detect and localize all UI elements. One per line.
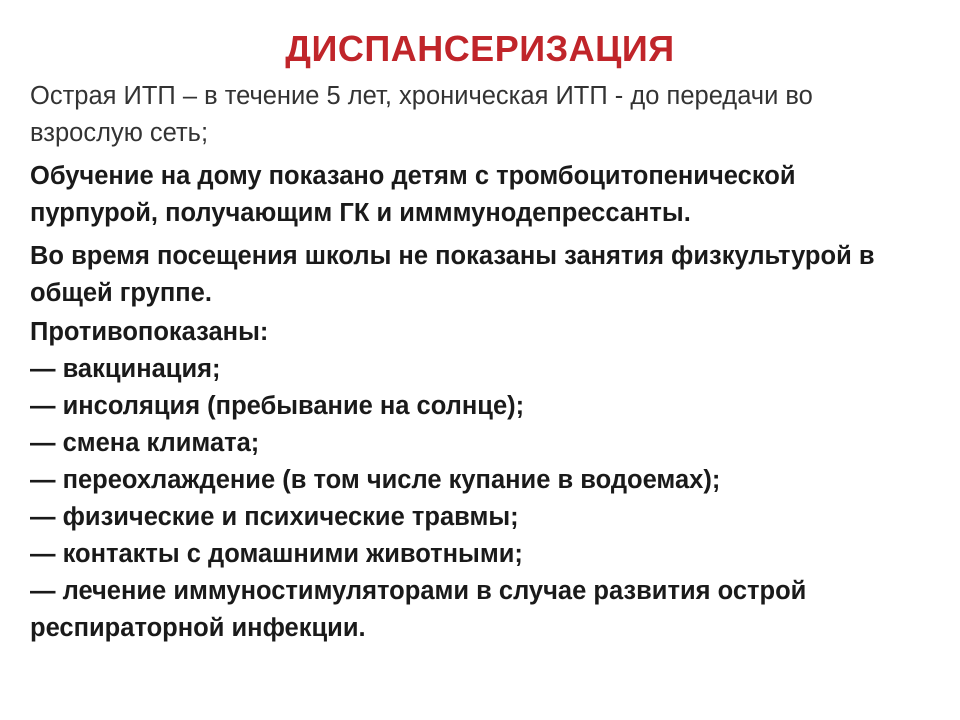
contraindication-line: — лечение иммуностимуляторами в случае развития острой	[30, 577, 807, 605]
contraindication-line: — инсоляция (пребывание на солнце);	[30, 392, 525, 420]
contraindication-item	[30, 536, 945, 573]
slide-body	[30, 78, 945, 647]
contraindication-item	[30, 425, 945, 462]
paragraph-line: Во время посещения школы не показаны занятия физкультурой в	[30, 242, 875, 270]
contraindication-item	[30, 388, 945, 425]
contraindication-line: — переохлаждение (в том числе купание в водоемах);	[30, 466, 721, 494]
contraindication-line: — физические и психические травмы;	[30, 503, 519, 531]
paragraph-line: общей группе.	[30, 279, 212, 307]
contraindication-item	[30, 499, 945, 536]
paragraph-physical-education	[30, 238, 945, 312]
contraindication-line: респираторной инфекции.	[30, 614, 366, 642]
contraindication-line: — смена климата;	[30, 429, 260, 457]
paragraph-line: взрослую сеть;	[30, 119, 209, 147]
contraindication-item	[30, 351, 945, 388]
slide-title: ДИСПАНСЕРИЗАЦИЯ	[285, 28, 675, 69]
paragraph-home-schooling	[30, 158, 945, 232]
contraindication-line: — контакты с домашними животными;	[30, 540, 523, 568]
contraindication-line: — вакцинация;	[30, 355, 221, 383]
paragraph-observation-period	[30, 78, 945, 152]
contraindications-heading: Противопоказаны:	[30, 318, 269, 346]
paragraph-line: пурпурой, получающим ГК и имммунодепрессанты.	[30, 199, 691, 227]
contraindication-item	[30, 573, 945, 647]
contraindication-item	[30, 462, 945, 499]
paragraph-line: Острая ИТП – в течение 5 лет, хроническая ИТП - до передачи во	[30, 82, 813, 110]
paragraph-line: Обучение на дому показано детям с тромбоцитопенической	[30, 162, 796, 190]
